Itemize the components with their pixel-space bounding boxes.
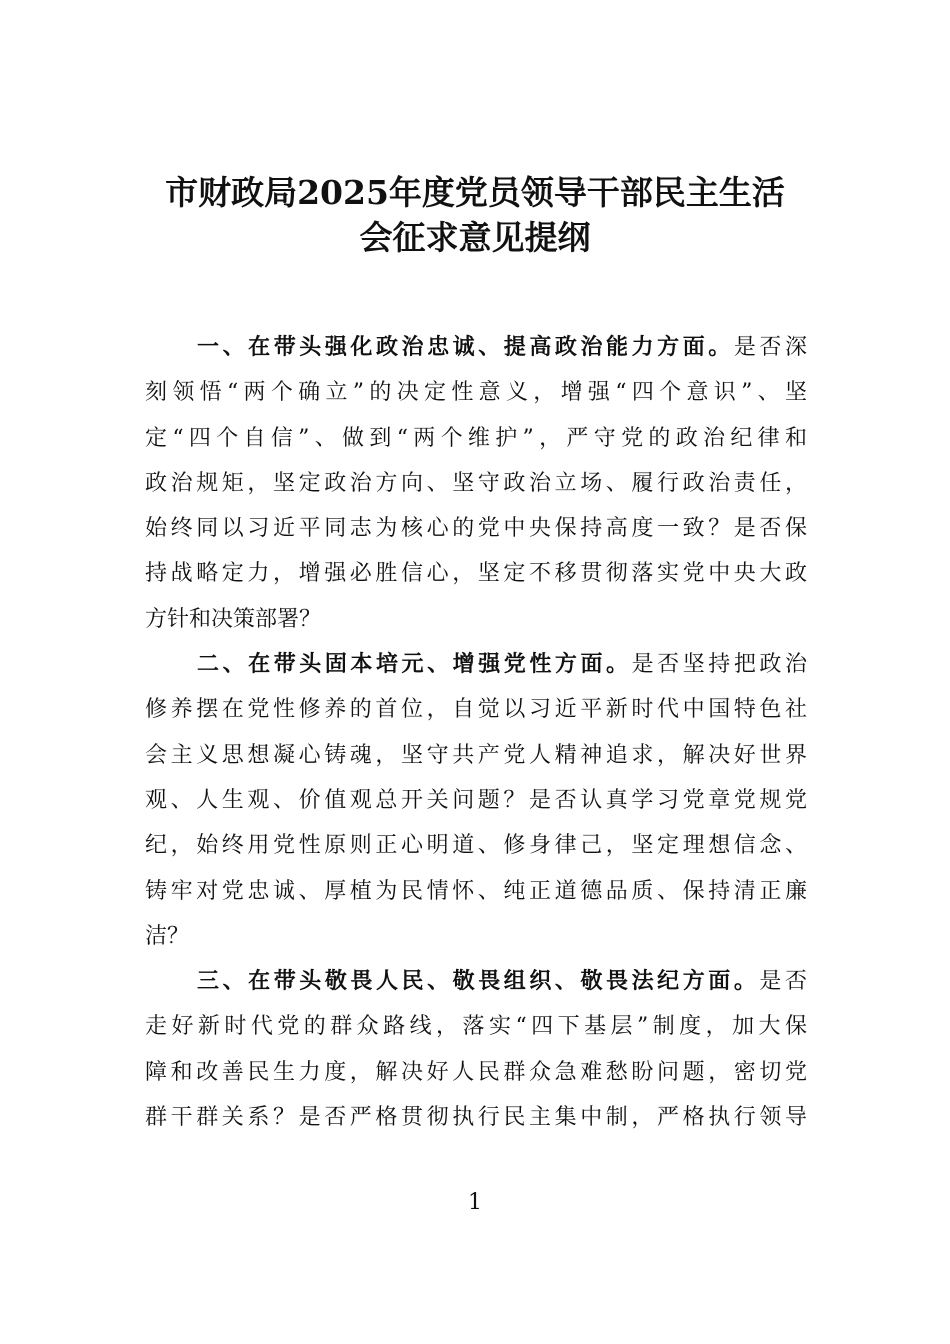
- paragraph-first-line: [145, 325, 807, 370]
- paragraph-line: 群干群关系？是否严格贯彻执行民主集中制，严格执行领导: [145, 1105, 807, 1131]
- paragraph-line: 持战略定力，增强必胜信心，坚定不移贯彻落实党中央大政: [145, 561, 807, 587]
- paragraph-line: 洁？: [145, 923, 190, 949]
- paragraph-heading: 二、在带头固本培元、增强党性方面。: [197, 652, 632, 678]
- paragraph-heading: 一、在带头强化政治忠诚、提高政治能力方面。: [197, 335, 734, 360]
- paragraph-3: [145, 959, 807, 1140]
- paragraph-line: 始终同以习近平同志为核心的党中央保持高度一致？是否保: [145, 516, 807, 542]
- document-title-line-2: 会征求意见提纲: [359, 218, 591, 257]
- paragraph-line: 纪，始终用党性原则正心明道、修身律己，坚定理想信念、: [145, 833, 807, 859]
- paragraph-line: 会主义思想凝心铸魂，坚守共产党人精神追求，解决好世界: [145, 742, 807, 768]
- page-number: 1: [468, 1190, 482, 1215]
- paragraph-line: 障和改善民生力度，解决好人民群众急难愁盼问题，密切党: [145, 1059, 807, 1085]
- paragraph-line: 方针和决策部署？: [145, 606, 322, 632]
- document-body: [145, 325, 807, 1140]
- paragraph-text: 是否: [759, 969, 807, 995]
- paragraph-heading: 三、在带头敬畏人民、敬畏组织、敬畏法纪方面。: [197, 969, 760, 995]
- paragraph-text: 是否坚持把政治: [631, 652, 807, 678]
- paragraph-line: 铸牢对党忠诚、厚植为民情怀、纯正道德品质、保持清正廉: [145, 878, 807, 904]
- paragraph-1: [145, 325, 807, 642]
- paragraph-line: 刻领悟“两个确立”的决定性意义，增强“四个意识”、坚: [145, 380, 807, 406]
- paragraph-line: 定“四个自信”、做到“两个维护”，严守党的政治纪律和: [145, 425, 807, 451]
- paragraph-line: 修养摆在党性修养的首位，自觉以习近平新时代中国特色社: [145, 697, 807, 723]
- paragraph-line: 走好新时代党的群众路线，落实“四下基层”制度，加大保: [145, 1014, 807, 1040]
- paragraph-2: [145, 642, 807, 959]
- document-title-line-1: 市财政局2025年度党员领导干部民主生活: [165, 173, 785, 212]
- paragraph-line: 观、人生观、价值观总开关问题？是否认真学习党章党规党: [145, 787, 807, 813]
- paragraph-line: 政治规矩，坚定政治方向、坚守政治立场、履行政治责任，: [145, 470, 807, 496]
- paragraph-text: 是否深: [733, 335, 807, 360]
- paragraph-first-line: [145, 959, 807, 1004]
- paragraph-first-line: [145, 642, 807, 687]
